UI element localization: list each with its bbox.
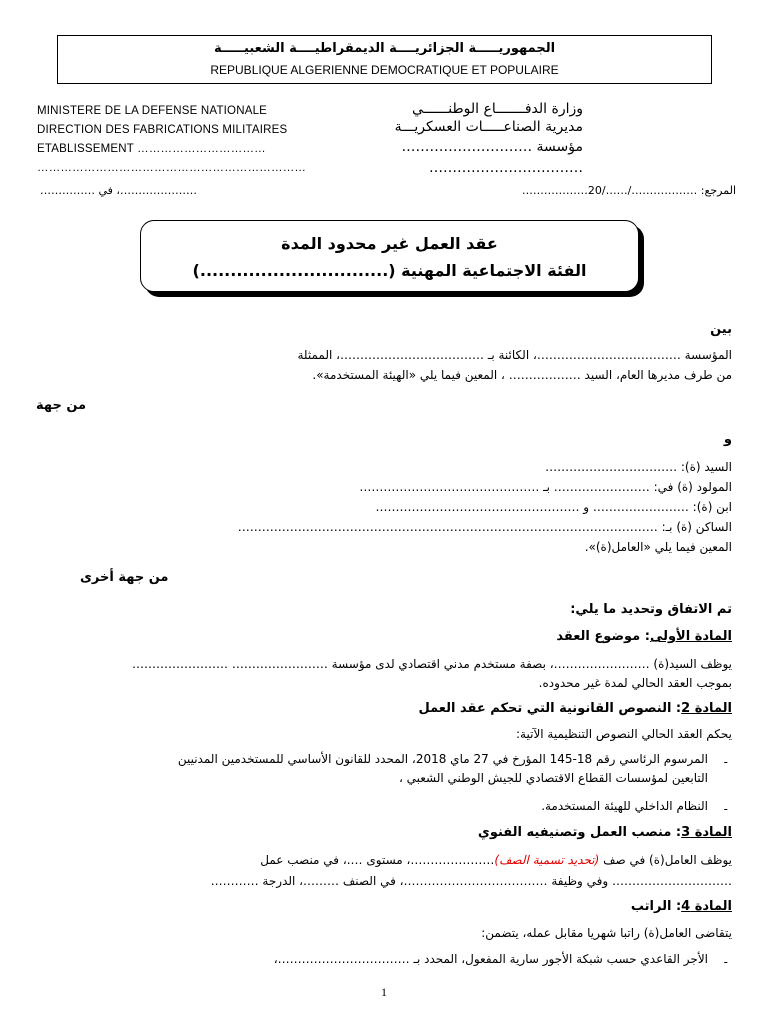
son-of-line: ابن (ة): …………………… و …………………………………………… [375,500,732,514]
article-4-title: : الراتب [630,899,682,914]
establishment-line-fr: …………………………………………………………… [37,162,307,174]
and-label: و [723,432,732,447]
contract-title: عقد العمل غير محدود المدة [281,234,498,253]
fr-republic-title: REPUBLIQUE ALGERIENNE DEMOCRATIQUE ET POPULAIRE [210,63,559,77]
contract-title-box [140,220,639,292]
born-line: المولود (ة) في: …………………… بـ ……………………………………… [359,480,732,494]
article-2-title: : النصوص القانونية التي تحكم عقد العمل [418,701,682,716]
between-heading: بين [710,322,732,337]
resident-line: الساكن (ة) بـ: …………………………………………………………………………………………… [237,520,732,534]
internal-rules-line: النظام الداخلي للهيئة المستخدمة. [541,799,708,813]
party-one-label: من جهة [36,398,87,413]
article-1-text-1: يوظف السيد(ة) ……………………، بصفة مستخدم مدني اقتصادي لدى مؤسسة …………………… …………………… [132,657,732,671]
reference: المرجع: ………………/……/20……………… [521,184,736,197]
header-box [57,35,712,84]
institution-line: المؤسسة ………………………………، الكائنة بـ ………………………………، الممثلة [297,348,732,362]
article-1-text-2: بموجب العقد الحالي لمدة غير محدوده. [538,676,732,690]
rank-start: يوظف العامل(ة) في صف [599,853,732,867]
direction-fr: DIRECTION DES FABRICATIONS MILITAIRES [37,124,288,136]
article-4-intro: يتقاضى العامل(ة) راتبا شهريا مقابل عمله، يتضمن: [481,926,732,940]
ar-republic-title: الجمهوريـــــة الجزائريــــة الديمقراطيــــة الشعبيـــــة [213,41,556,56]
rank-placeholder: (تحديد تسمية الصف) [494,853,600,867]
decree-line-1: المرسوم الرئاسي رقم 18-145 المؤرخ في 27 ماي 2018، المحدد للقانون الأساسي للمستخدمين المدنيين [177,752,708,766]
bullet-dash-1: - [723,755,728,769]
decree-line-2: التابعين لمؤسسات القطاع الاقتصادي للجيش الوطني الشعبي ، [398,771,708,785]
represented-by-line: من طرف مديرها العام، السيد ……………… ، المعين فيما يلي «الهيئة المستخدمة». [312,368,732,382]
designated-worker-line: المعين فيما يلي «العامل(ة)». [584,540,732,554]
article-2-label: المادة 2 [681,701,732,716]
article-3-heading [478,825,732,840]
direction-ar: مديرية الصناعـــــات العسكريـــة [394,119,583,135]
establishment-line-ar: …………………………… [429,160,583,176]
establishment-ar: مؤسسة ………………………. [401,139,583,155]
agreement-heading: تم الاتفاق وتحديد ما يلي: [570,602,732,617]
party-two-label: من جهة أخرى [80,570,169,585]
bullet-dash-2: - [723,802,728,816]
socio-professional-category: الفئة الاجتماعية المهنية (...............................) [192,261,587,280]
article-3-text-1 [260,853,732,867]
article-3-title: : منصب العمل وتصنيفيه الفنوي [477,825,682,840]
article-2-heading [418,701,732,716]
article-2-intro: يحكم العقد الحالي النصوص التنظيمية الآتية: [516,727,732,741]
article-4-label: المادة 4 [681,899,732,914]
article-3-label: المادة 3 [681,825,732,840]
page-number: 1 [381,985,387,999]
article-3-text-2: ………………………… وفي وظيفة ………………………………، في الصنف ………، الدرجة ………… [210,874,732,888]
mr-line: السيد (ة): …………………………… [545,460,732,474]
article-4-heading [631,899,732,914]
article-1-title: : موضوع العقد [556,629,650,644]
rank-end: …………………، مستوى ….، في منصب عمل [260,853,495,867]
article-1-label: المادة الأولى [649,629,732,644]
establishment-fr: ETABLISSEMENT …………………………… [37,143,266,155]
base-salary-line: الأجر القاعدي حسب شبكة الأجور سارية المفعول، المحدد بـ ……………………………، [273,952,708,966]
place-date: …………………، في …………… [40,184,197,197]
bullet-dash-3: - [723,955,728,969]
article-1-heading [556,629,732,644]
ministry-fr: MINISTERE DE LA DEFENSE NATIONALE [37,105,268,117]
ministry-ar: وزارة الدفـــــــاع الوطنــــــي [412,101,583,117]
